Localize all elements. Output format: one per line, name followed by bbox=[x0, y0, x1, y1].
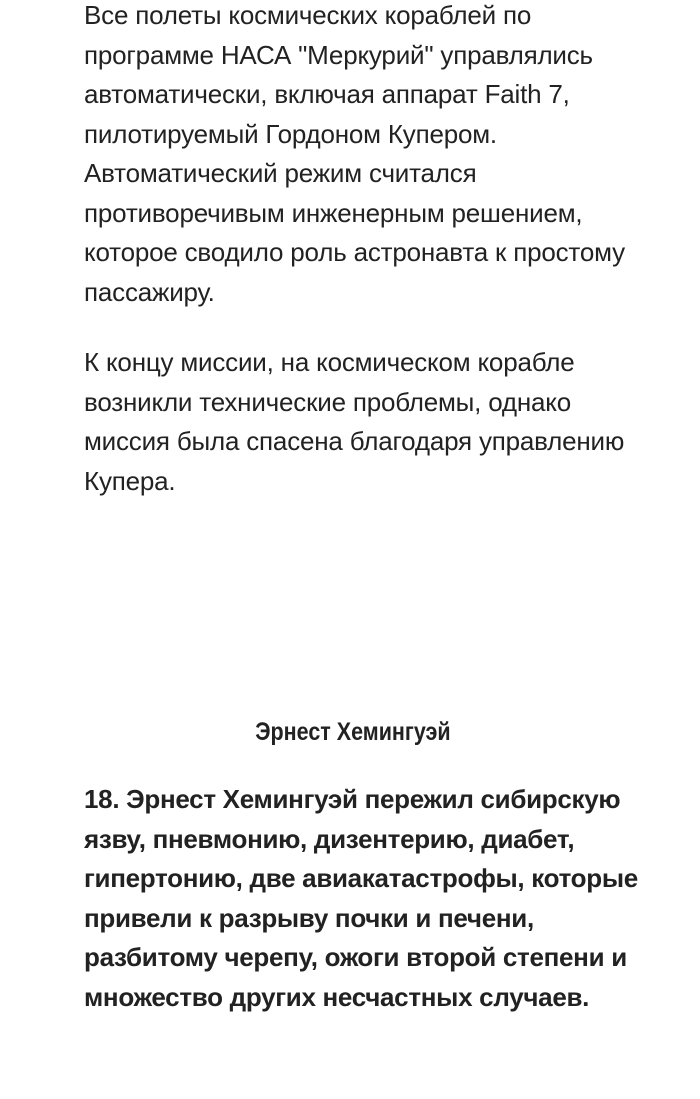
paragraph-mission-end: К концу миссии, на космическом корабле возникли технические проблемы, однако миссия была спасена благодаря управлению Купера. bbox=[84, 347, 625, 496]
article-body bbox=[84, 0, 644, 501]
fact-18-paragraph: 18. Эрнест Хемингуэй пережил сибирскую язву, пневмонию, дизентерию, диабет, гипертонию, две авиакатастрофы, которые привели к разрыву почки и печени, разбитому черепу, ожоги второй степени и множество других несчастных случаев. bbox=[84, 784, 638, 1012]
paragraph-mercury-automation: Все полеты космических кораблей по программе НАСА "Меркурий" управлялись автоматически, включая аппарат Faith 7, пилотируемый Гордоном Купером. Автоматический режим считался противоречивым инженерным решением, которое сводило роль астронавта к простому пассажиру. bbox=[84, 0, 625, 307]
image-caption: Эрнест Хемингуэй bbox=[255, 718, 451, 746]
